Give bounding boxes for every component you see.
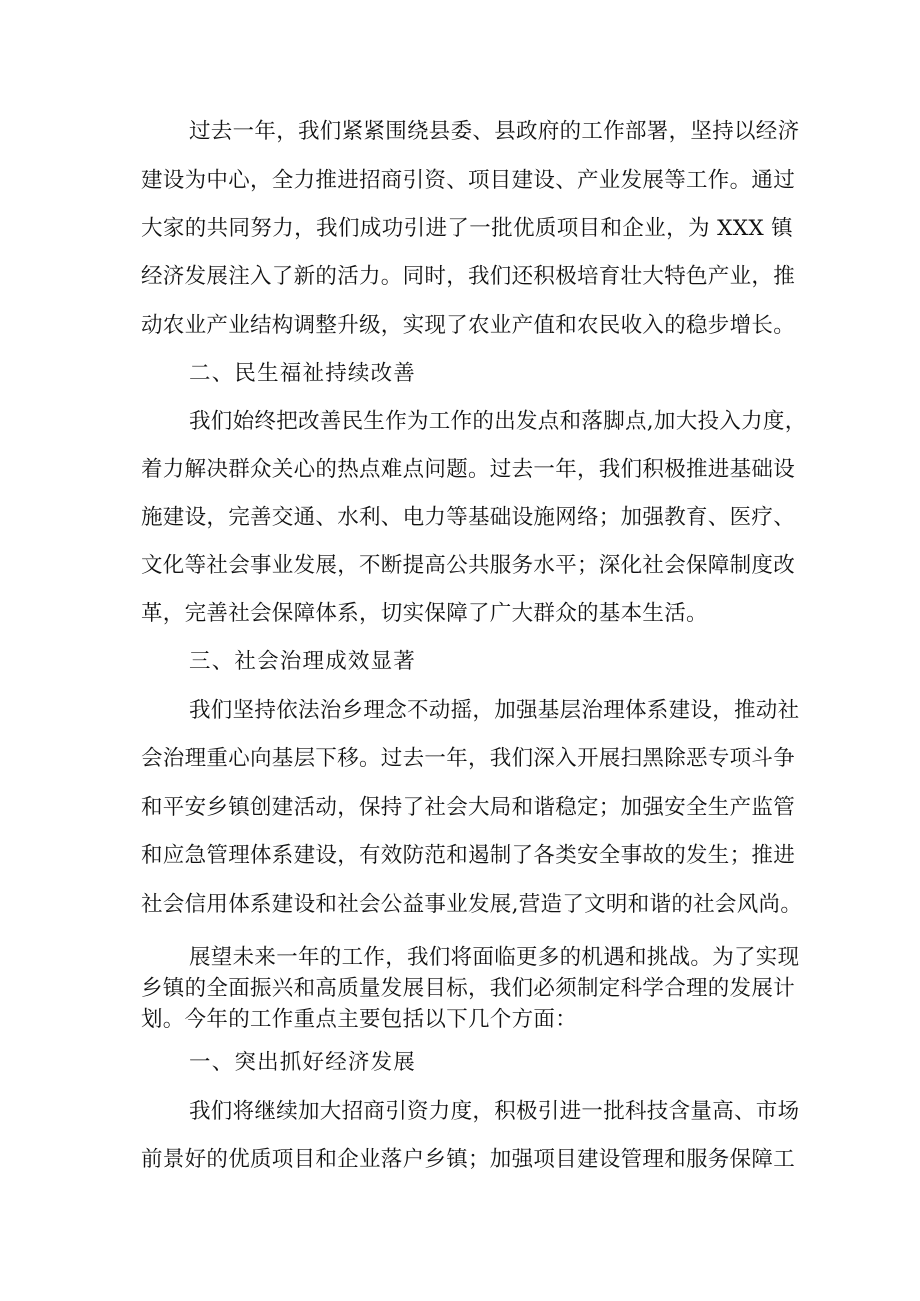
paragraph-line: 前景好的优质项目和企业落户乡镇；加强项目建设管理和服务保障工 bbox=[141, 1147, 796, 1172]
paragraph-line: 经济发展注入了新的活力。同时，我们还积极培育壮大特色产业，推 bbox=[141, 264, 796, 289]
section-heading: 一、突出抓好经济发展 bbox=[189, 1050, 417, 1075]
paragraph-line: 会治理重心向基层下移。过去一年，我们深入开展扫黑除恶专项斗争 bbox=[141, 746, 796, 771]
paragraph-line: 和应急管理体系建设，有效防范和遏制了各类安全事故的发生；推进 bbox=[141, 843, 796, 868]
paragraph-line: 我们坚持依法治乡理念不动摇，加强基层治理体系建设，推动社 bbox=[189, 698, 800, 723]
paragraph-line: 施建设，完善交通、水利、电力等基础设施网络；加强教育、医疗、 bbox=[141, 505, 796, 530]
paragraph-line: 划。今年的工作重点主要包括以下几个方面： bbox=[141, 1007, 578, 1032]
paragraph-line: 我们将继续加大招商引资力度，积极引进一批科技含量高、市场 bbox=[189, 1099, 800, 1124]
paragraph-line: 革，完善社会保障体系，切实保障了广大群众的基本生活。 bbox=[141, 601, 708, 626]
paragraph-line: 动农业产业结构调整升级，实现了农业产值和农民收入的稳步增长。 bbox=[141, 313, 796, 338]
paragraph-line: 我们始终把改善民生作为工作的出发点和落脚点,加大投入力度， bbox=[189, 409, 807, 434]
paragraph-line: 乡镇的全面振兴和高质量发展目标，我们必须制定科学合理的发展计 bbox=[141, 976, 796, 1001]
paragraph-line: 和平安乡镇创建活动，保持了社会大局和谐稳定；加强安全生产监管 bbox=[141, 795, 796, 820]
section-heading: 二、民生福祉持续改善 bbox=[189, 361, 417, 386]
paragraph-line: 展望未来一年的工作，我们将面临更多的机遇和挑战。为了实现 bbox=[189, 945, 800, 970]
paragraph-line: 大家的共同努力，我们成功引进了一批优质项目和企业，为 XXX 镇 bbox=[141, 216, 793, 241]
section-heading: 三、社会治理成效显著 bbox=[189, 649, 417, 674]
paragraph-line: 建设为中心，全力推进招商引资、项目建设、产业发展等工作。通过 bbox=[141, 168, 796, 193]
paragraph-line: 过去一年，我们紧紧围绕县委、县政府的工作部署，坚持以经济 bbox=[189, 119, 800, 144]
paragraph-line: 社会信用体系建设和社会公益事业发展,营造了文明和谐的社会风尚。 bbox=[141, 892, 803, 917]
paragraph-line: 着力解决群众关心的热点难点问题。过去一年，我们积极推进基础设 bbox=[141, 457, 796, 482]
paragraph-line: 文化等社会事业发展，不断提高公共服务水平；深化社会保障制度改 bbox=[141, 553, 796, 578]
